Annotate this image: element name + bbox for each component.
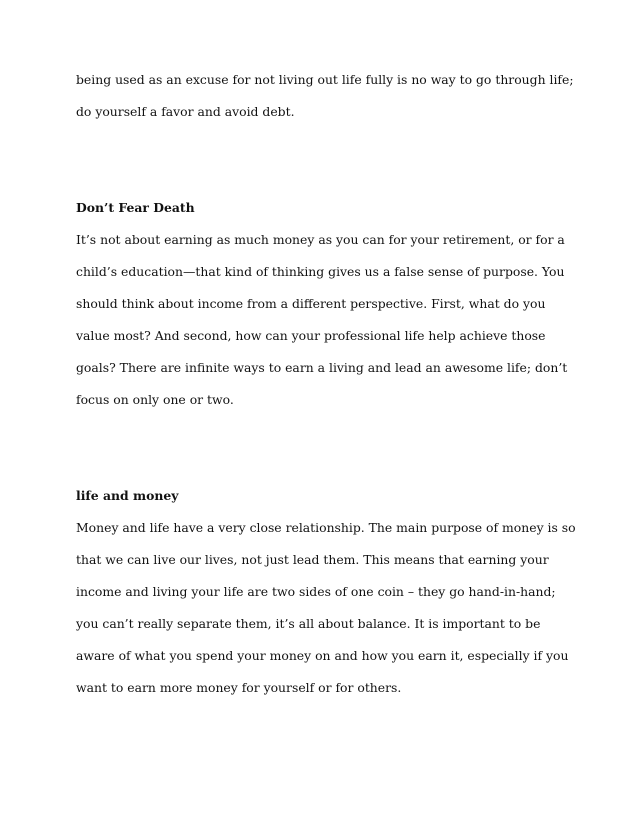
paragraph-line: Money and life have a very close relationship. The main purpose of money is so <box>76 520 576 535</box>
paragraph-line: should think about income from a different perspective. First, what do you <box>76 296 546 311</box>
paragraph-line: you can’t really separate them, it’s all about balance. It is important to be <box>76 616 541 631</box>
section-dont-fear-death <box>76 199 576 423</box>
paragraph-line: that we can live our lives, not just lead them. This means that earning your <box>76 552 549 567</box>
section-spacer <box>76 135 576 199</box>
section-spacer <box>76 423 576 487</box>
paragraph-line: do yourself a favor and avoid debt. <box>76 104 295 119</box>
paragraph-line: aware of what you spend your money on and how you earn it, especially if you <box>76 648 569 663</box>
paragraph-line: value most? And second, how can your professional life help achieve those <box>76 328 546 343</box>
section-heading: life and money <box>76 488 179 503</box>
intro-paragraph <box>76 71 576 135</box>
paragraph-line: being used as an excuse for not living out life fully is no way to go through life; <box>76 72 574 87</box>
paragraph-line: focus on only one or two. <box>76 392 234 407</box>
document-body <box>76 71 576 711</box>
paragraph-line: goals? There are infinite ways to earn a living and lead an awesome life; don’t <box>76 360 568 375</box>
paragraph-line: child’s education—that kind of thinking gives us a false sense of purpose. You <box>76 264 565 279</box>
section-heading: Don’t Fear Death <box>76 200 195 215</box>
paragraph-line: want to earn more money for yourself or for others. <box>76 680 402 695</box>
paragraph-line: income and living your life are two sides of one coin – they go hand-in-hand; <box>76 584 556 599</box>
section-life-and-money <box>76 487 576 711</box>
paragraph-line: It’s not about earning as much money as you can for your retirement, or for a <box>76 232 565 247</box>
